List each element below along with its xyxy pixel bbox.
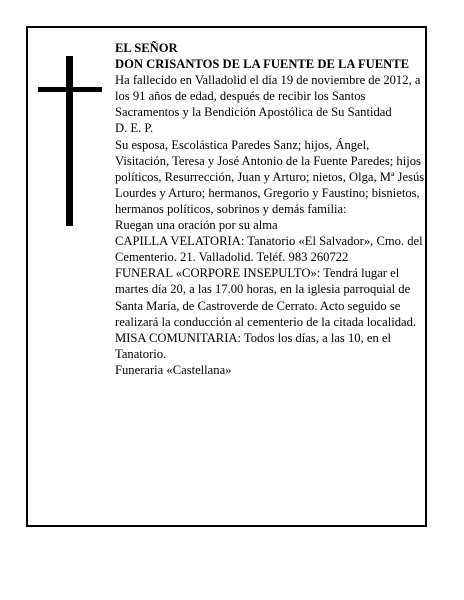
cross-horizontal-bar <box>38 87 102 92</box>
obituary-notice <box>26 26 427 527</box>
rip-line: D. E. P. <box>115 121 154 136</box>
cross-vertical-bar <box>66 56 73 226</box>
funeral-info: FUNERAL «CORPORE INSEPULTO»: Tendrá lugar el martes día 20, a las 17.00 horas, en la iglesia parroquial de Santa María, de Castroverde de Cerrato. Acto seguido se realizará la conducción al cementerio de la citada localidad. <box>115 266 417 329</box>
funeral-home: Funeraria «Castellana» <box>115 362 232 377</box>
heading-title: EL SEÑOR <box>115 41 178 55</box>
family-list: Su esposa, Escolástica Paredes Sanz; hijos, Ángel, Visitación, Teresa y José Antonio de la Fuente Paredes; hijos políticos, Resurrección, Juan y Arturo; nietos, Olga, Mª Jesús Lourdes y Arturo; hermanos, Gregorio y Faustino; bisnietos, hermanos políticos, sobrinos y demás familia: <box>115 137 425 216</box>
death-announcement: Ha fallecido en Valladolid el día 19 de noviembre de 2012, a los 91 años de edad, después de recibir los Santos Sacramentos y la Bendición Apostólica de Su Santidad <box>115 73 421 120</box>
prayer-request: Ruegan una oración por su alma <box>115 218 278 233</box>
notice-text <box>115 40 426 378</box>
chapel-info: CAPILLA VELATORIA: Tanatorio «El Salvador», Cmo. del Cementerio. 21. Valladolid. Teléf. 983 260722 <box>115 234 423 265</box>
deceased-name: DON CRISANTOS DE LA FUENTE DE LA FUENTE <box>115 57 410 72</box>
latin-cross-icon <box>38 56 102 226</box>
mass-info: MISA COMUNITARIA: Todos los días, a las 10, en el Tanatorio. <box>115 330 391 361</box>
